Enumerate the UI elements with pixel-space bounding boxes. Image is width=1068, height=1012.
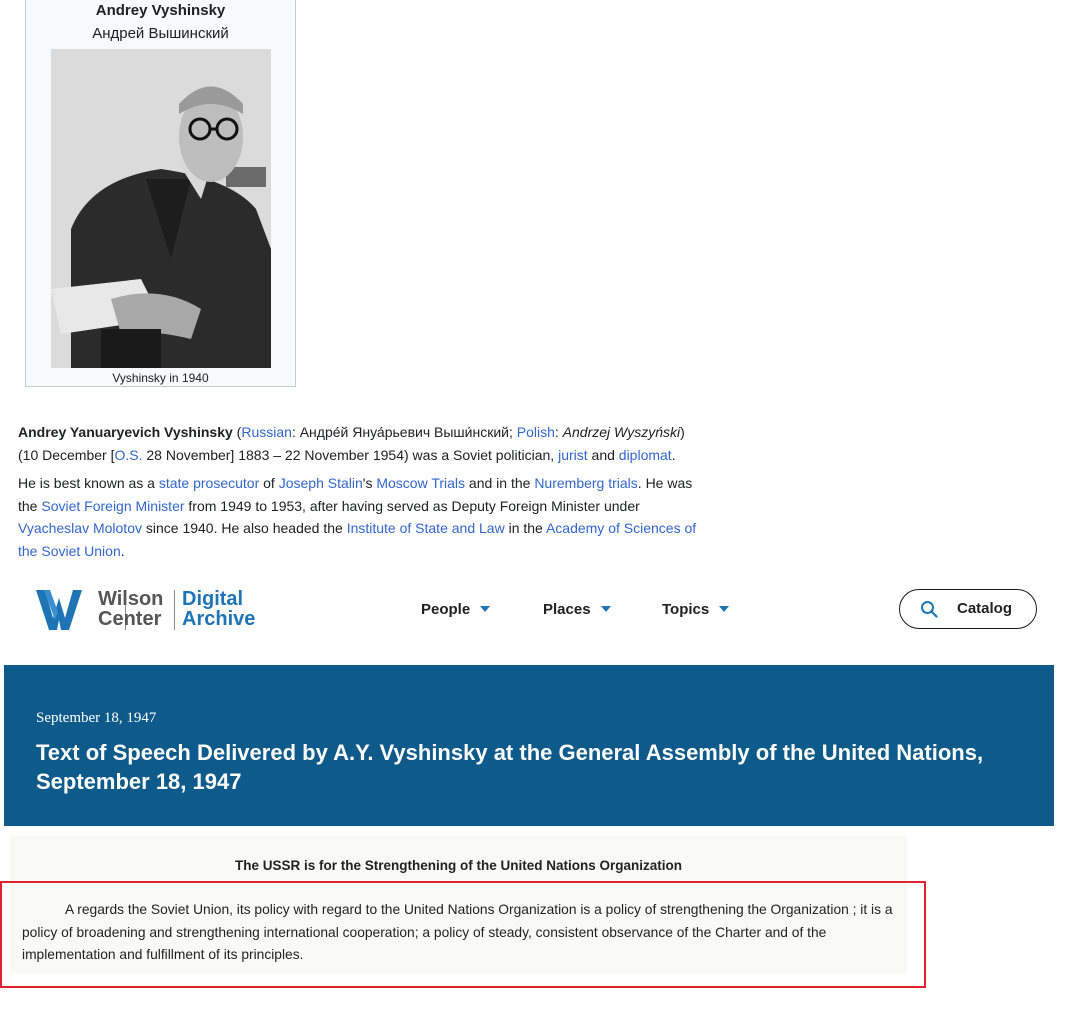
logo-line: Digital [182, 588, 244, 610]
diplomat-link[interactable]: diplomat [618, 446, 672, 463]
joseph-stalin-link[interactable]: Joseph Stalin [278, 475, 363, 491]
text: : [554, 424, 563, 440]
polish-link[interactable]: Polish [516, 424, 555, 440]
nav-label: Places [543, 601, 591, 618]
text: in the [504, 520, 546, 536]
text: 28 November] 1883 – 22 November 1954) was a Soviet politician, [142, 446, 559, 463]
russian-name: : Андре́й Януа́рьевич Выши́нский; [291, 424, 517, 440]
infobox [25, 0, 296, 387]
logo-wilson-center-text [98, 589, 163, 629]
search-icon [920, 600, 938, 618]
russian-link[interactable]: Russian [241, 424, 292, 440]
text: He is best known as a [18, 475, 159, 491]
portrait-photo[interactable] [51, 49, 271, 368]
chevron-down-icon [480, 606, 490, 612]
logo-digital-archive-text [182, 589, 255, 629]
state-prosecutor-link[interactable]: state prosecutor [158, 475, 260, 491]
logo-line: Center [98, 608, 162, 630]
wilson-w-icon [36, 590, 82, 630]
text: and in the [465, 475, 535, 491]
nav-places[interactable] [543, 600, 611, 620]
text: (10 December [ [18, 446, 115, 463]
chevron-down-icon [601, 606, 611, 612]
text: ( [232, 424, 242, 440]
nav-topics[interactable] [662, 600, 729, 620]
text: since 1940. He also headed the [141, 520, 347, 536]
infobox-name: Andrey Vyshinsky [95, 2, 226, 19]
wilson-center-logo[interactable] [36, 589, 276, 631]
text: 's [362, 475, 377, 491]
text: from 1949 to 1953, after having served as Deputy Foreign Minister under [184, 497, 640, 514]
text: ) [680, 424, 685, 440]
nav-people[interactable] [421, 600, 490, 620]
chevron-down-icon [719, 606, 729, 612]
soviet-foreign-minister-link[interactable]: Soviet Foreign Minister [41, 497, 185, 514]
career-paragraph [18, 472, 698, 562]
document-banner [4, 665, 1054, 826]
catalog-button[interactable] [899, 589, 1037, 629]
intro-paragraph [18, 421, 698, 466]
text: of [259, 475, 279, 491]
nav-label: Topics [662, 601, 710, 618]
vyacheslav-molotov-link[interactable]: Vyacheslav Molotov [18, 520, 142, 536]
polish-name: Andrzej Wyszyński [562, 424, 681, 440]
document-date: September 18, 1947 [36, 710, 157, 726]
document-heading: The USSR is for the Strengthening of the United Nations Organization [234, 858, 682, 873]
logo-line: Archive [182, 608, 256, 630]
text: . He was the [18, 475, 693, 514]
catalog-label: Catalog [957, 600, 1013, 617]
text: and [587, 446, 619, 463]
nuremberg-trials-link[interactable]: Nuremberg trials [534, 475, 638, 491]
moscow-trials-link[interactable]: Moscow Trials [376, 475, 466, 491]
academy-of-sciences-link[interactable]: Academy of Sciences of the Soviet Union [18, 520, 697, 559]
document-body: A regards the Soviet Union, its policy with regard to the United Nations Organization is a policy of strengthening the Organization ; it is a policy of broadening and strengthening international cooperation; a policy of steady, consistent observance of the Charter and of the implementation and fulfillment of its principles. [22, 902, 893, 962]
logo-line: Wilson [98, 588, 164, 610]
page-title: Text of Speech Delivered by A.Y. Vyshinsky at the General Assembly of the United Nations, September 18, 1947 [36, 740, 984, 794]
logo-divider [174, 590, 175, 630]
infobox-caption: Vyshinsky in 1940 [112, 371, 209, 385]
institute-state-law-link[interactable]: Institute of State and Law [346, 520, 505, 536]
subject-name: Andrey Yanuaryevich Vyshinsky [18, 424, 233, 440]
os-link[interactable]: O.S. [114, 446, 143, 463]
text: . [671, 446, 676, 463]
jurist-link[interactable]: jurist [558, 446, 588, 463]
infobox-native-name: Андрей Вышинский [92, 25, 229, 42]
text: . [120, 542, 125, 559]
nav-label: People [421, 601, 471, 618]
